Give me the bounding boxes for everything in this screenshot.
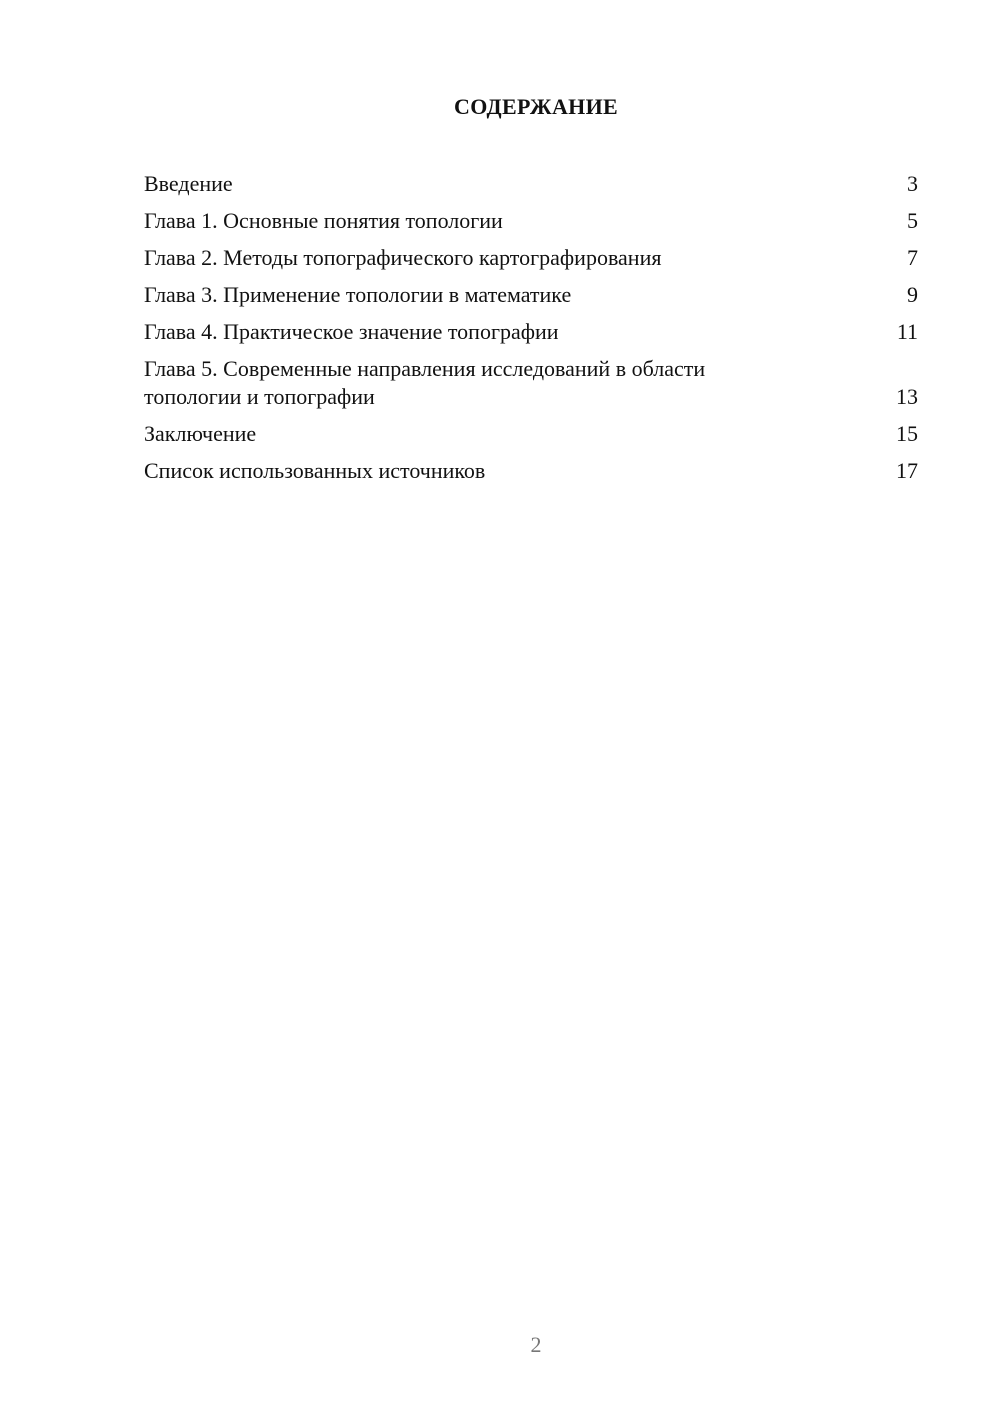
toc-entry-introduction bbox=[144, 170, 918, 198]
toc-entry-title: Заключение bbox=[144, 421, 257, 446]
toc-entry-references bbox=[144, 457, 918, 485]
toc-entry-title: Глава 4. Практическое значение топографии bbox=[144, 319, 559, 344]
toc-entry-conclusion bbox=[144, 420, 918, 448]
toc-entry-title: Глава 1. Основные понятия топологии bbox=[144, 208, 503, 233]
toc-entry-chapter-3 bbox=[144, 281, 918, 309]
toc-entry-page-number: 11 bbox=[896, 319, 918, 344]
toc-entry-page-number: 15 bbox=[896, 421, 918, 446]
toc-entry-chapter-4 bbox=[144, 318, 918, 346]
toc-entry-page-number: 3 bbox=[907, 171, 918, 196]
toc-entry-title: Введение bbox=[144, 171, 233, 196]
page-title: СОДЕРЖАНИЕ bbox=[454, 94, 618, 119]
table-of-contents bbox=[144, 170, 918, 494]
toc-entry-title: Глава 5. Современные направления исследований в области топологии и топографии bbox=[144, 356, 706, 409]
toc-entry-title: Глава 3. Применение топологии в математике bbox=[144, 282, 572, 307]
toc-entry-page-number: 9 bbox=[907, 282, 918, 307]
toc-entry-page-number: 5 bbox=[907, 208, 918, 233]
toc-entry-chapter-2 bbox=[144, 244, 918, 272]
toc-entry-page-number: 17 bbox=[896, 458, 918, 483]
toc-entry-page-number: 7 bbox=[907, 245, 918, 270]
toc-entry-title: Глава 2. Методы топографического картографирования bbox=[144, 245, 662, 270]
toc-entry-title: Список использованных источников bbox=[144, 458, 486, 483]
toc-entry-chapter-5 bbox=[144, 355, 918, 411]
toc-entry-page-number: 13 bbox=[896, 384, 918, 409]
page-number: 2 bbox=[530, 1332, 542, 1357]
toc-entry-chapter-1 bbox=[144, 207, 918, 235]
